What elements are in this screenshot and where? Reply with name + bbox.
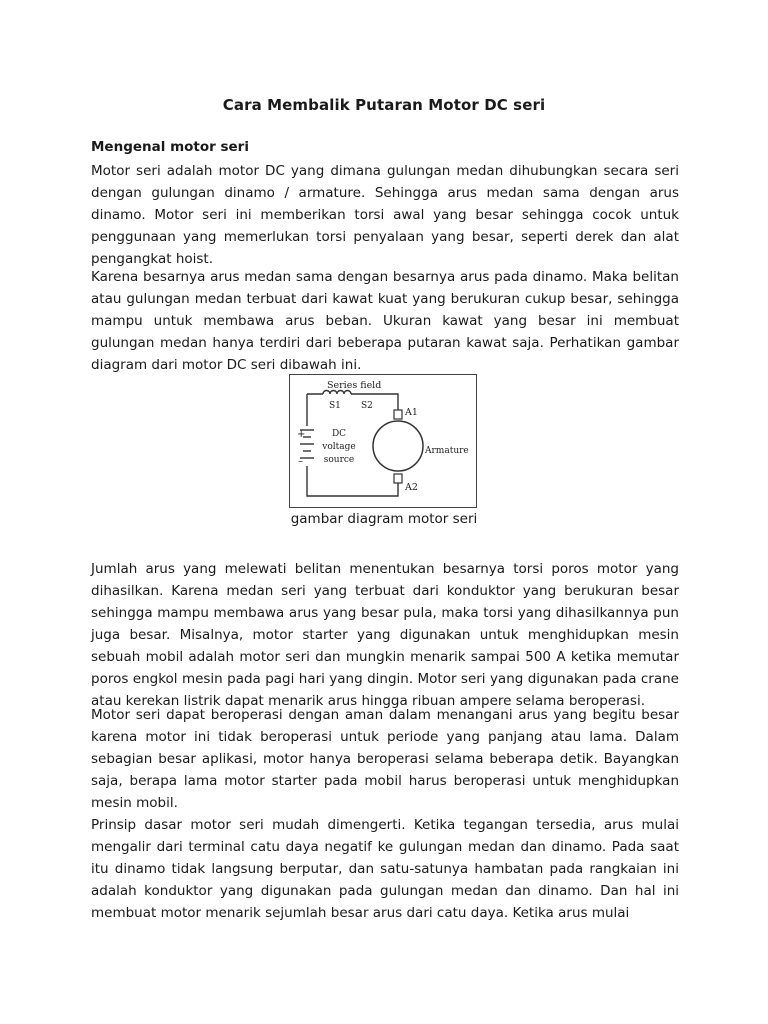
source-label-line1: DC [331, 429, 347, 439]
series-field-label: Series field [327, 380, 382, 391]
minus-label: – [298, 456, 303, 467]
armature-circle [373, 421, 423, 471]
armature-label: Armature [425, 446, 469, 456]
brush-a1 [394, 410, 402, 419]
a2-label: A2 [405, 482, 418, 493]
page-title: Cara Membalik Putaran Motor DC seri [222, 96, 546, 114]
section-heading: Mengenal motor seri [91, 139, 249, 155]
figure-caption: gambar diagram motor seri [290, 511, 478, 527]
paragraph-torque: Jumlah arus yang melewati belitan menentukan besarnya torsi poros motor yang dihasilkan. Karena medan seri yang terbuat dari konduktor yang berukuran besar sehingga mampu membawa arus yang besar pula, maka torsi yang dihasilkannya pun juga besar. Misalnya, motor starter yang digunakan untuk menghidupkan mesin sebuah mobil adalah motor seri dan mungkin menarik sampai 500 A ketika memutar poros engkol mesin pada pagi hari yang dingin. Motor seri yang digunakan pada crane atau kerekan listrik dapat menarik arus hingga ribuan ampere selama beroperasi. [91, 561, 679, 709]
series-motor-diagram [289, 374, 477, 508]
plus-label: + [297, 429, 306, 440]
circuit-diagram-svg [289, 374, 477, 508]
s1-label: S1 [329, 401, 341, 411]
paragraph-basic-principle: Prinsip dasar motor seri mudah dimengerti. Ketika tegangan tersedia, arus mulai mengalir dari terminal catu daya negatif ke gulungan medan dan dinamo. Pada saat itu dinamo tidak langsung berputar, dan satu-satunya hambatan pada rangkaian ini adalah konduktor yang digunakan pada gulungan medan dan dinamo. Dan hal ini membuat motor menarik sejumlah besar arus dari catu daya. Ketika arus mulai [91, 817, 679, 921]
source-label-line2: voltage [322, 442, 356, 452]
s2-label: S2 [361, 401, 373, 411]
paragraph-field-winding: Karena besarnya arus medan sama dengan besarnya arus pada dinamo. Maka belitan atau gulungan medan terbuat dari kawat kuat yang berukuran cukup besar, sehingga mampu untuk membawa arus beban. Ukuran kawat yang besar ini membuat gulungan medan hanya terdiri dari beberapa putaran kawat saja. Perhatikan gambar diagram dari motor DC seri dibawah ini. [91, 269, 679, 373]
brush-a2 [394, 474, 402, 483]
a1-label: A1 [405, 407, 418, 418]
source-label-line3: source [323, 455, 355, 465]
paragraph-intro: Motor seri adalah motor DC yang dimana gulungan medan dihubungkan secara seri dengan gulungan dinamo / armature. Sehingga arus medan sama dengan arus dinamo. Motor seri ini memberikan torsi awal yang besar sehingga cocok untuk penggunaan yang memerlukan torsi penyalaan yang besar, seperti derek dan alat pengangkat hoist. [91, 163, 679, 267]
paragraph-safe-operation: Motor seri dapat beroperasi dengan aman dalam menangani arus yang begitu besar karena motor ini tidak beroperasi untuk periode yang panjang atau lama. Dalam sebagian besar aplikasi, motor hanya beroperasi selama beberapa detik. Bayangkan saja, berapa lama motor starter pada mobil harus beroperasi untuk menghidupkan mesin mobil. [91, 707, 679, 811]
